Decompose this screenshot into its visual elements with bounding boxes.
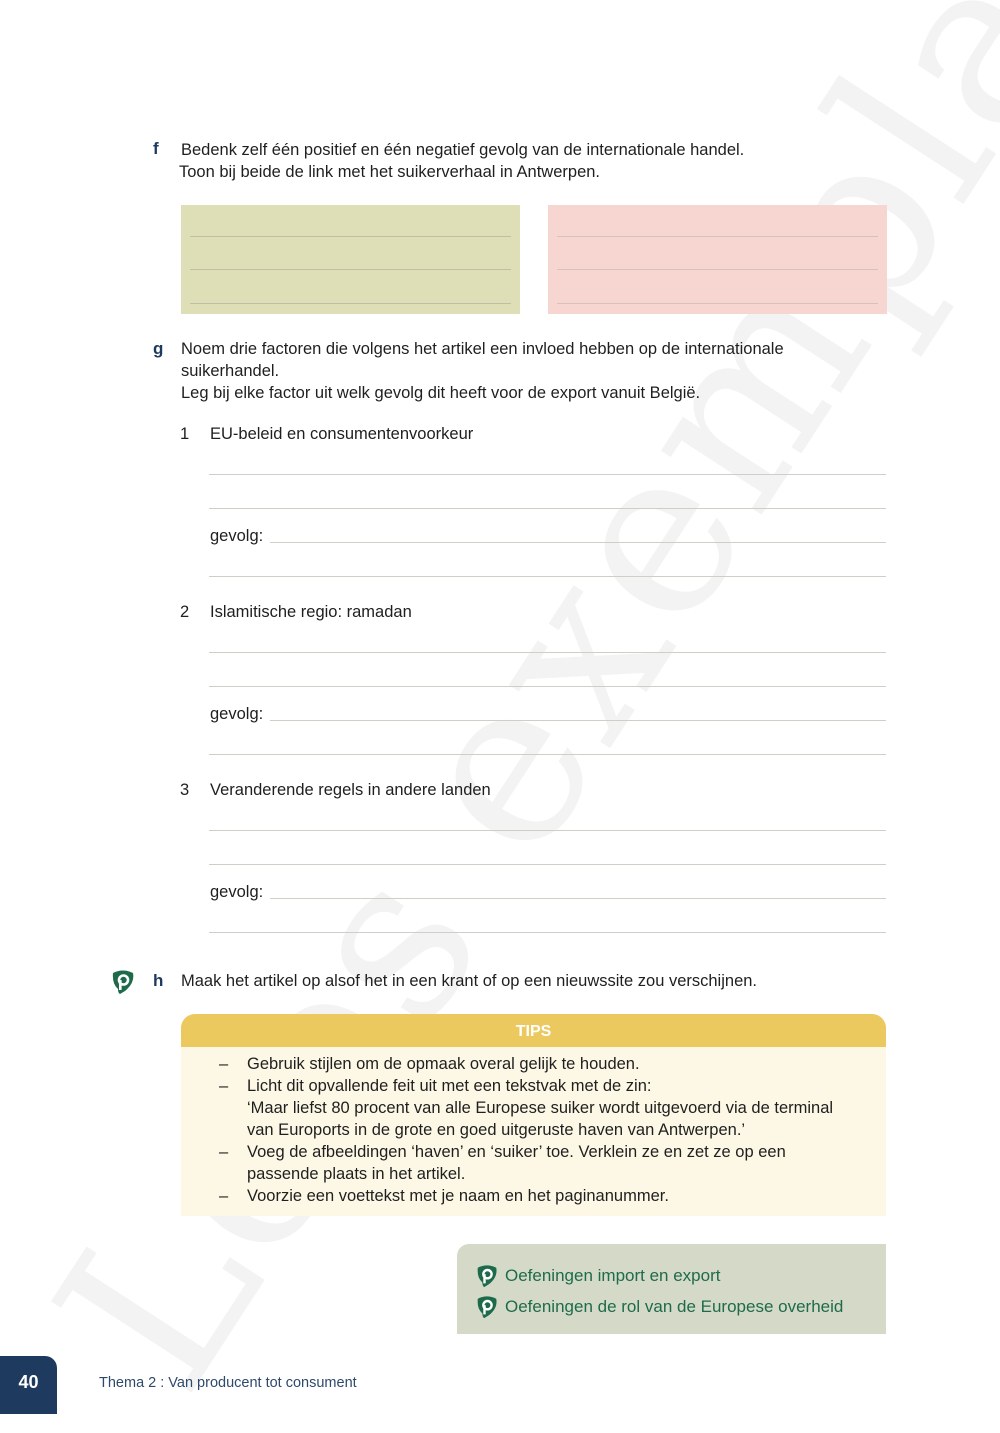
dash: – [219,1055,229,1073]
gevolg-answer-line[interactable] [270,542,886,543]
answer-line[interactable] [209,754,886,755]
factor-number: 3 [180,781,190,799]
answer-line [190,236,511,237]
question-g-line2: suikerhandel. [181,362,280,380]
question-g-letter: g [153,339,164,358]
tip-line: Licht dit opvallende feit uit met een tekstvak met de zin: [247,1077,652,1095]
answer-line [557,303,878,304]
tip-item [219,1053,886,1075]
negative-answer-box[interactable] [548,205,887,314]
answer-line [557,269,878,270]
answer-line[interactable] [209,652,886,653]
tip-line: Voorzie een voettekst met je naam en het paginanummer. [247,1187,669,1205]
tips-box [181,1014,886,1216]
question-g-line3: Leg bij elke factor uit welk gevolg dit heeft voor de export vanuit België. [181,384,701,402]
tip-line: Gebruik stijlen om de opmaak overal gelijk te houden. [247,1055,640,1073]
question-f-line1: Bedenk zelf één positief en één negatief gevolg van de internationale handel. [181,141,745,159]
tips-list [181,1053,886,1207]
answer-line [190,269,511,270]
factor-number: 1 [180,425,190,443]
exercise-links-box [457,1244,886,1334]
answer-line[interactable] [209,830,886,831]
answer-line [557,236,878,237]
factor-label: Veranderende regels in andere landen [210,781,491,799]
pelckmans-p-icon [475,1264,499,1288]
tip-line: passende plaats in het artikel. [247,1165,466,1183]
answer-line[interactable] [209,864,886,865]
link-import-export[interactable] [475,1264,720,1288]
answer-line [190,303,511,304]
gevolg-label: gevolg: [210,705,264,723]
answer-line[interactable] [209,932,886,933]
tip-item [219,1075,886,1141]
tip-line: ‘Maar liefst 80 procent van alle Europese suiker wordt uitgevoerd via de terminal [247,1099,834,1117]
dash: – [219,1187,229,1205]
question-h-text: Maak het artikel op alsof het in een krant of op een nieuwssite zou verschijnen. [181,972,758,990]
tip-item [219,1141,886,1185]
tips-title: TIPS [181,1014,886,1047]
dash: – [219,1143,229,1161]
question-g-line1: Noem drie factoren die volgens het artikel een invloed hebben op de internationale [181,340,784,358]
page-number: 40 [0,1356,57,1414]
question-f-letter: f [153,139,159,158]
answer-line[interactable] [209,576,886,577]
factor-number: 2 [180,603,190,621]
pelckmans-p-icon [475,1295,499,1319]
dash: – [219,1077,229,1095]
question-f-line2: Toon bij beide de link met het suikerverhaal in Antwerpen. [179,163,600,181]
factor-label: EU-beleid en consumentenvoorkeur [210,425,474,443]
gevolg-answer-line[interactable] [270,898,886,899]
gevolg-answer-line[interactable] [270,720,886,721]
chapter-title: Thema 2 : Van producent tot consument [99,1375,357,1391]
answer-line[interactable] [209,474,886,475]
link-label: Oefeningen de rol van de Europese overheid [505,1297,844,1316]
tip-line: van Euroports in de grote en goed uitgeruste haven van Antwerpen.’ [247,1121,746,1139]
question-h-letter: h [153,971,164,990]
link-label: Oefeningen import en export [505,1266,721,1285]
positive-answer-box[interactable] [181,205,520,314]
tip-item [219,1185,886,1207]
link-european-government[interactable] [475,1295,843,1319]
gevolg-label: gevolg: [210,883,264,901]
gevolg-label: gevolg: [210,527,264,545]
tip-line: Voeg de afbeeldingen ‘haven’ en ‘suiker’ toe. Verklein ze en zet ze op een [247,1143,786,1161]
answer-line[interactable] [209,686,886,687]
factor-label: Islamitische regio: ramadan [210,603,412,621]
answer-line[interactable] [209,508,886,509]
pelckmans-p-icon[interactable] [110,969,136,995]
